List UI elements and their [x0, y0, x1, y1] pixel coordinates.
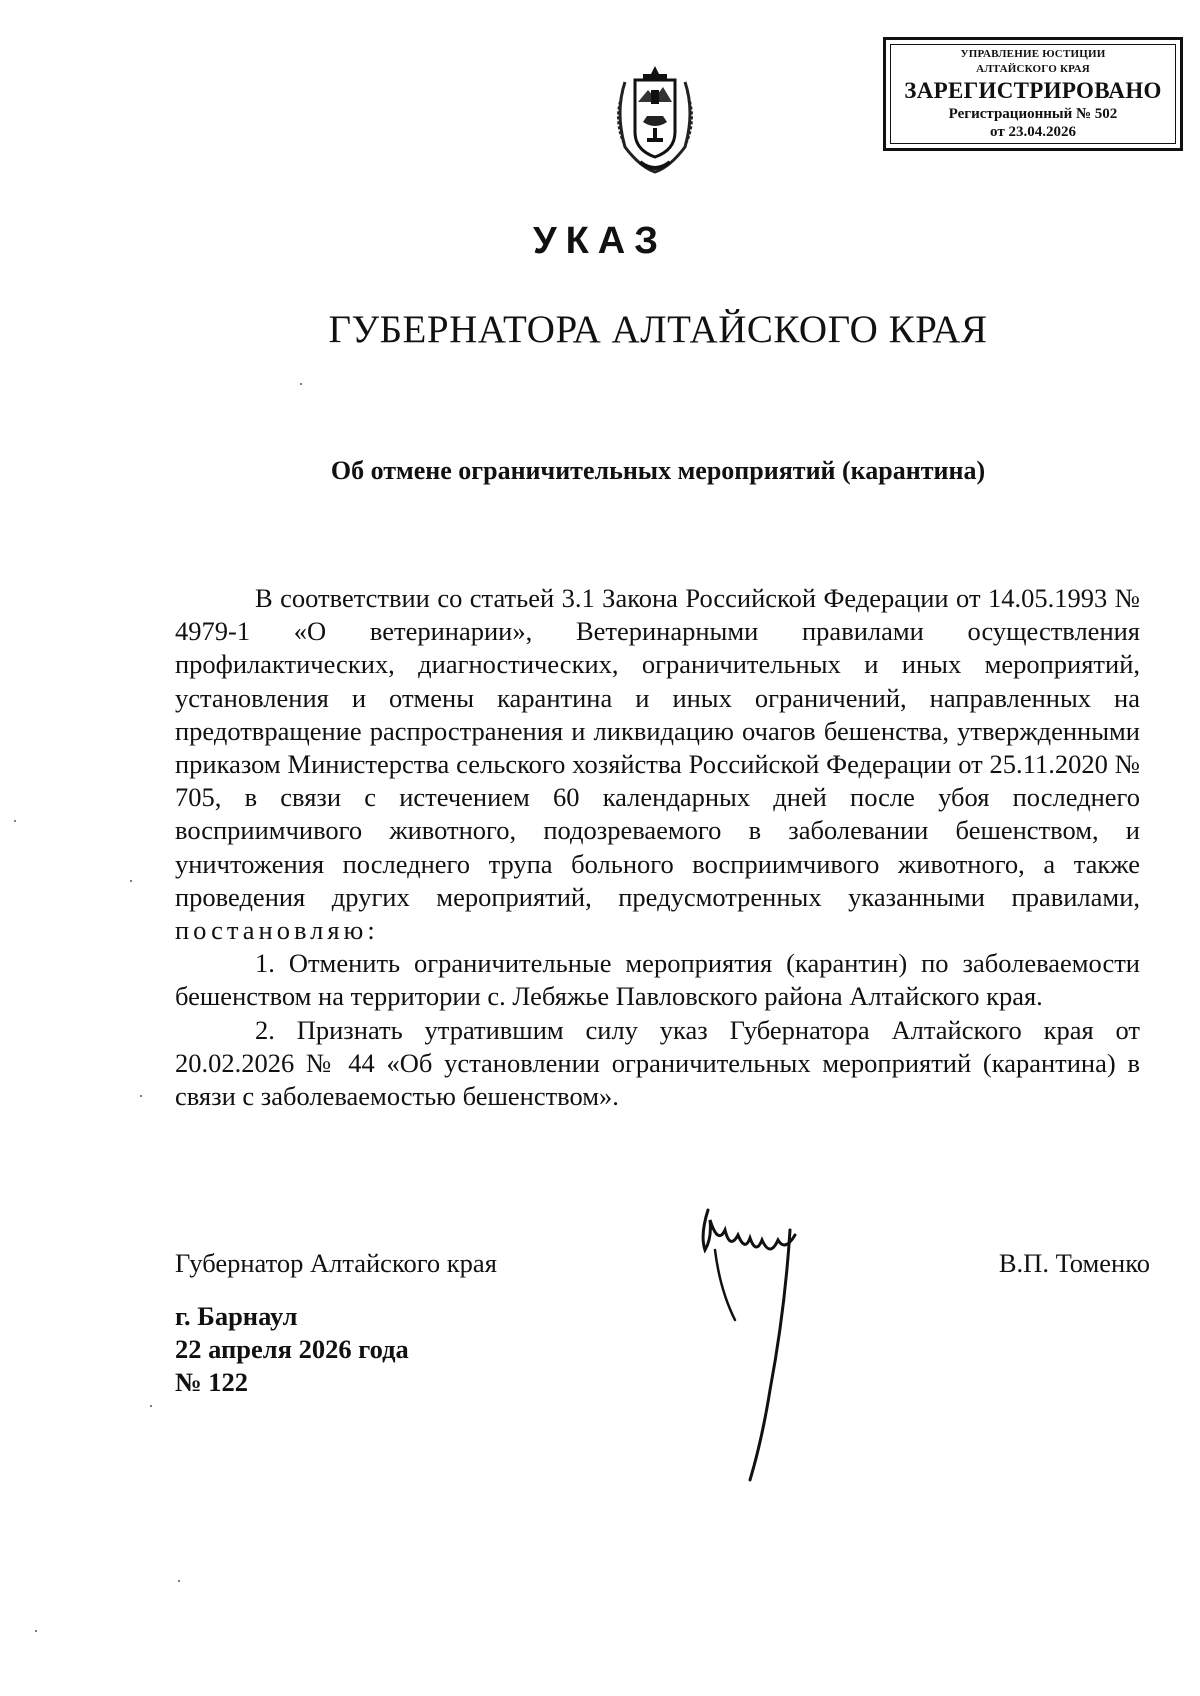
decree-body — [175, 582, 1140, 1113]
document-type-title: УКАЗ — [532, 220, 668, 262]
handwritten-signature-icon — [690, 1190, 830, 1490]
preamble-text: В соответствии со статьей 3.1 Закона Российской Федерации от 14.05.1993 № 4979-1 «О ветеринарии», Ветеринарными правилами осуществления профилактических, диагностических, ограничительных и иных мероприятий, установления и отмены карантина и иных ограничений, направленных на предотвращение распространения и ликвидацию очагов бешенства, утвержденными приказом Министерства сельского хозяйства Российской Федерации от 25.11.2020 № 705, в связи с истечением 60 календарных дней после убоя последнего восприимчивого животного, подозреваемого в заболевании бешенством, и уничтожения последнего трупа больного восприимчивого животного, а также проведения других мероприятий, предусмотренных указанными правилами, — [175, 583, 1140, 912]
stamp-org-line1: УПРАВЛЕНИЕ ЮСТИЦИИ — [960, 48, 1106, 60]
preamble-paragraph — [175, 582, 1140, 947]
stamp-reg-number: Регистрационный № 502 — [948, 106, 1118, 122]
signatory-position: Губернатор Алтайского края — [175, 1248, 497, 1278]
city-of-issue: г. Барнаул — [175, 1301, 298, 1331]
scan-speck — [140, 1095, 142, 1097]
item-2: 2. Признать утратившим силу указ Губернатора Алтайского края от 20.02.2026 № 44 «Об установлении ограничительных мероприятий (карантина) в связи с заболеваемостью бешенством». — [175, 1014, 1140, 1112]
signatory-name: В.П. Томенко — [998, 1248, 1150, 1278]
decree-heading: Об отмене ограничительных мероприятий (карантина) — [330, 456, 986, 485]
decree-number: № 122 — [175, 1367, 249, 1397]
stamp-inner-border — [890, 44, 1176, 144]
scan-speck — [150, 1405, 152, 1407]
scan-speck — [178, 1580, 180, 1582]
scan-speck — [14, 820, 16, 822]
stamp-org-line2: АЛТАЙСКОГО КРАЯ — [976, 63, 1090, 75]
stamp-status: ЗАРЕГИСТРИРОВАНО — [904, 78, 1162, 103]
issuer-subtitle: ГУБЕРНАТОРА АЛТАЙСКОГО КРАЯ — [328, 308, 988, 351]
scan-speck — [300, 383, 302, 385]
decree-footer — [175, 1300, 409, 1399]
scan-speck — [130, 880, 132, 882]
stamp-reg-date: от 23.04.2026 — [990, 124, 1076, 140]
scan-speck — [35, 1630, 37, 1632]
date-of-issue: 22 апреля 2026 года — [175, 1334, 409, 1364]
item-1: 1. Отменить ограничительные мероприятия (карантин) по заболеваемости бешенством на территории с. Лебяжье Павловского района Алтайского края. — [175, 948, 1140, 1012]
decree-word: постановляю: — [175, 915, 379, 946]
coat-of-arms-icon — [605, 62, 705, 182]
registration-stamp — [883, 37, 1183, 151]
